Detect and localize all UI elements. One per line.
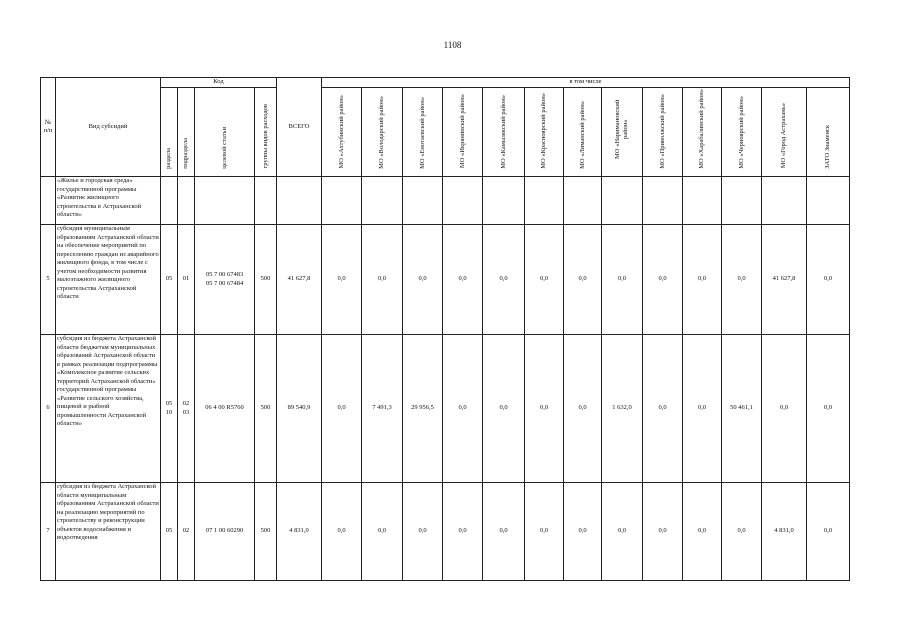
header-district-5	[525, 88, 564, 177]
district-label: МО «Город Астрахань»	[780, 103, 787, 169]
row-district-value: 0,0	[564, 335, 602, 483]
row-district-value: 0,0	[602, 483, 643, 581]
header-code-label: группы видов расходов	[261, 104, 269, 169]
table-row	[41, 177, 850, 225]
header-district-4	[483, 88, 525, 177]
header-district-8	[643, 88, 683, 177]
row-district-value: 7 491,3	[362, 335, 403, 483]
row-district-value	[362, 177, 403, 225]
row-district-value: 0,0	[525, 225, 564, 335]
district-label: МО «Черноярский район»	[737, 95, 745, 169]
header-code-label: целевой статьи	[220, 126, 228, 169]
header-total: ВСЕГО	[277, 78, 322, 177]
row-district-value: 0,0	[443, 335, 483, 483]
row-expense-group: 500	[255, 483, 277, 581]
row-district-value: 0,0	[483, 335, 525, 483]
header-code-3	[255, 88, 277, 177]
header-district-7	[602, 88, 643, 177]
row-subsection	[178, 177, 195, 225]
row-total: 89 540,9	[277, 335, 322, 483]
row-district-value	[403, 177, 443, 225]
row-district-value: 0,0	[443, 483, 483, 581]
row-section: 05	[161, 483, 178, 581]
district-label: МО «Харабалинский район»	[698, 88, 705, 169]
header-district-2	[403, 88, 443, 177]
row-district-value: 0,0	[525, 483, 564, 581]
row-district-value	[564, 177, 602, 225]
row-number	[41, 177, 56, 225]
header-district-3	[443, 88, 483, 177]
row-district-value	[807, 177, 850, 225]
row-district-value: 0,0	[683, 225, 722, 335]
district-label: МО «Икрянинский район»	[458, 94, 466, 169]
row-district-value: 0,0	[564, 483, 602, 581]
row-district-value: 0,0	[564, 225, 602, 335]
header-district-0	[322, 88, 362, 177]
row-district-value: 0,0	[807, 225, 850, 335]
row-district-value: 0,0	[525, 335, 564, 483]
row-district-value: 0,0	[403, 225, 443, 335]
row-district-value: 0,0	[643, 483, 683, 581]
district-label: МО «Красноярский район»	[540, 92, 547, 169]
header-code: Код	[161, 78, 277, 88]
header-district-10	[722, 88, 762, 177]
header-district-9	[683, 88, 722, 177]
row-district-value: 0,0	[322, 483, 362, 581]
row-district-value: 1 632,0	[602, 335, 643, 483]
row-section: 05	[161, 225, 178, 335]
row-number: 5	[41, 225, 56, 335]
row-subsection: 02 03	[178, 335, 195, 483]
row-district-value	[443, 177, 483, 225]
row-district-value	[722, 177, 762, 225]
page-number: 1108	[443, 40, 462, 50]
row-subsection: 02	[178, 483, 195, 581]
row-article: 06 4 00 R5760	[195, 335, 255, 483]
header-district-1	[362, 88, 403, 177]
row-district-value: 0,0	[643, 335, 683, 483]
row-expense-group: 500	[255, 335, 277, 483]
district-label: МО «Енотаевский район»	[418, 96, 426, 169]
row-number: 6	[41, 335, 56, 483]
header-num: № п/п	[41, 78, 56, 177]
header-district-12	[807, 88, 850, 177]
header-code-label: подраздела	[182, 137, 189, 169]
subsidy-table	[40, 77, 850, 581]
row-district-value: 0,0	[362, 225, 403, 335]
row-name: субсидия муниципальным образованиям Астраханской области на обеспечение мероприятий по переселению граждан из аварийного жилищного фонда, в том числе с учетом необходимости развития малоэтажного жилищного строительства Астраханской области	[56, 225, 161, 335]
row-district-value: 0,0	[643, 225, 683, 335]
row-district-value	[762, 177, 807, 225]
row-total: 4 831,0	[277, 483, 322, 581]
row-district-value: 0,0	[483, 483, 525, 581]
row-total: 41 627,8	[277, 225, 322, 335]
row-district-value: 0,0	[602, 225, 643, 335]
row-article: 07 1 00 60290	[195, 483, 255, 581]
row-section	[161, 177, 178, 225]
row-district-value	[525, 177, 564, 225]
district-label: МО «Приволжский район»	[658, 93, 666, 169]
header-district-6	[564, 88, 602, 177]
row-subsection: 01	[178, 225, 195, 335]
row-total	[277, 177, 322, 225]
row-district-value: 0,0	[722, 225, 762, 335]
row-section: 05 10	[161, 335, 178, 483]
row-district-value: 41 627,8	[762, 225, 807, 335]
header-code-2	[195, 88, 255, 177]
row-expense-group	[255, 177, 277, 225]
table-row	[41, 483, 850, 581]
district-label: ЗАТО Знаменск	[824, 124, 831, 169]
row-district-value: 0,0	[762, 335, 807, 483]
row-name: субсидия из бюджета Астраханской области муниципальным образованиям Астраханской области на реализацию мероприятий по строительству и реконструкции объектов водоснабжения и водоотведения	[56, 483, 161, 581]
row-article	[195, 177, 255, 225]
header-code-1	[178, 88, 195, 177]
header-code-0	[161, 88, 178, 177]
row-name: «Жилье и городская среда» государственной программы «Развитие жилищного строительства в Астраханской области»	[56, 177, 161, 225]
row-district-value: 0,0	[483, 225, 525, 335]
header-including: в том числе	[322, 78, 850, 88]
row-district-value: 29 956,5	[403, 335, 443, 483]
row-district-value	[322, 177, 362, 225]
header-district-11	[762, 88, 807, 177]
row-district-value: 0,0	[807, 483, 850, 581]
table-row	[41, 225, 850, 335]
row-district-value: 0,0	[362, 483, 403, 581]
row-district-value: 0,0	[683, 483, 722, 581]
row-article: 05 7 00 67483 05 7 00 67484	[195, 225, 255, 335]
table-row	[41, 335, 850, 483]
row-district-value: 0,0	[683, 335, 722, 483]
row-district-value: 0,0	[722, 483, 762, 581]
district-label: МО «Ахтубинский район»	[337, 94, 345, 169]
row-district-value: 0,0	[322, 335, 362, 483]
district-label: МО «Володарский район»	[378, 95, 385, 169]
row-expense-group: 500	[255, 225, 277, 335]
header-name: Вид субсидий	[56, 78, 161, 177]
row-district-value: 50 461,1	[722, 335, 762, 483]
row-district-value	[602, 177, 643, 225]
row-district-value: 0,0	[403, 483, 443, 581]
row-name: субсидия из бюджета Астраханской области бюджетам муниципальных образований Астраханской области в рамках реализации подпрограммы «Комплексное развитие сельских территорий Астраханской области» государственной программы «Развитие сельского хозяйства, пищевой и рыбной промышленности Астраханской области»	[56, 335, 161, 483]
row-district-value	[483, 177, 525, 225]
header-code-label: раздела	[165, 147, 172, 169]
district-label: МО «Камызякский район»	[499, 94, 507, 169]
row-district-value	[643, 177, 683, 225]
district-label: МО «Наримановский район»	[614, 98, 629, 159]
row-district-value: 0,0	[443, 225, 483, 335]
row-district-value: 0,0	[807, 335, 850, 483]
row-district-value	[683, 177, 722, 225]
row-district-value: 4 831,0	[762, 483, 807, 581]
district-label: МО «Лиманский район»	[578, 100, 586, 169]
row-number: 7	[41, 483, 56, 581]
row-district-value: 0,0	[322, 225, 362, 335]
